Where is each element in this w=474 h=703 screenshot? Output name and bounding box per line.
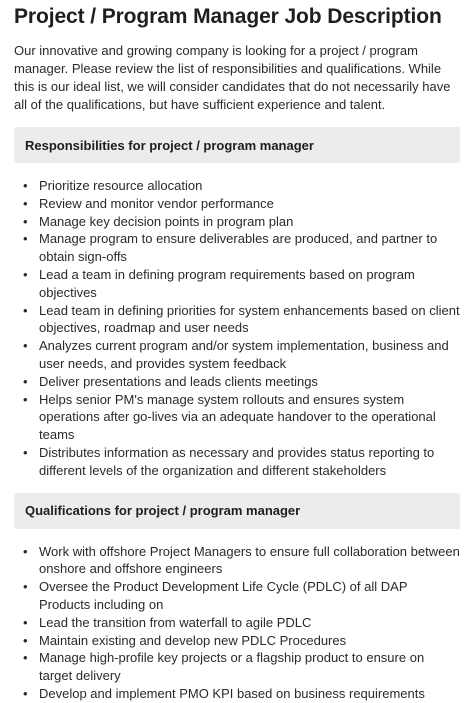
list-item-text: Deliver presentations and leads clients meetings	[39, 373, 318, 389]
list-item	[14, 177, 460, 195]
section-heading-bar	[14, 493, 460, 529]
list-item-text: Work with offshore Project Managers to ensure full collaboration between onshore and offshore engineers	[39, 543, 460, 577]
list-item-text: Helps senior PM's manage system rollouts and ensures system operations after go-lives via an adequate handover to the operational teams	[39, 391, 436, 443]
list-item-text: Manage key decision points in program plan	[39, 213, 294, 229]
page-title: Project / Program Manager Job Description	[14, 5, 442, 28]
qualifications-list	[14, 543, 460, 703]
bullet-icon: •	[23, 444, 28, 460]
bullet-icon: •	[23, 338, 28, 354]
section-heading-bar	[14, 127, 460, 163]
bullet-icon: •	[23, 543, 28, 559]
list-item	[14, 373, 460, 391]
bullet-icon: •	[23, 373, 28, 389]
list-item-text: Review and monitor vendor performance	[39, 195, 274, 211]
list-item-text: Analyzes current program and/or system implementation, business and user needs, and provides system feedback	[39, 338, 449, 371]
list-item	[14, 213, 460, 231]
intro-paragraph: Our innovative and growing company is looking for a project / program manager. Please review the list of responsibilities and qualifications. While this is our ideal list, we will consider candidates that do not necessarily have all of the qualifications, but have sufficient experience and talent.	[14, 43, 451, 112]
list-item-text: Manage high-profile key projects or a flagship product to ensure on target delivery	[39, 650, 425, 684]
list-item-text: Distributes information as necessary and provides status reporting to different levels of the organization and different stakeholders	[39, 444, 435, 478]
list-item	[14, 685, 460, 703]
list-item	[14, 649, 460, 685]
list-item-text: Lead team in defining priorities for system enhancements based on client objectives, roadmap and user needs	[39, 302, 460, 336]
list-item-text: Lead a team in defining program requirements based on program objectives	[39, 266, 415, 300]
list-item	[14, 578, 460, 614]
bullet-icon: •	[23, 231, 28, 247]
list-item-text: Maintain existing and develop new PDLC Procedures	[39, 632, 347, 648]
bullet-icon: •	[23, 685, 28, 701]
list-item	[14, 632, 460, 650]
bullet-icon: •	[23, 614, 28, 630]
list-item	[14, 444, 460, 480]
list-item	[14, 195, 460, 213]
responsibilities-list	[14, 177, 460, 480]
list-item-text: Prioritize resource allocation	[39, 178, 203, 193]
bullet-icon: •	[23, 579, 28, 595]
list-item	[14, 337, 460, 373]
list-item-text: Develop and implement PMO KPI based on business requirements	[39, 685, 425, 701]
list-item	[14, 543, 460, 579]
list-item	[14, 266, 460, 302]
qualifications-section	[14, 493, 460, 703]
list-item	[14, 302, 460, 338]
list-item-text: Manage program to ensure deliverables are produced, and partner to obtain sign-offs	[39, 231, 438, 265]
list-item	[14, 391, 460, 444]
section-heading: Qualifications for project / program manager	[25, 503, 301, 519]
bullet-icon: •	[23, 195, 28, 211]
bullet-icon: •	[23, 302, 28, 318]
bullet-icon: •	[23, 391, 28, 407]
bullet-icon: •	[23, 178, 28, 193]
bullet-icon: •	[23, 650, 28, 666]
bullet-icon: •	[23, 266, 28, 282]
bullet-icon: •	[23, 213, 28, 229]
responsibilities-section	[14, 127, 460, 480]
list-item-text: Oversee the Product Development Life Cycle (PDLC) of all DAP Products including on	[39, 579, 408, 612]
list-item	[14, 614, 460, 632]
list-item	[14, 230, 460, 266]
bullet-icon: •	[23, 632, 28, 648]
section-heading: Responsibilities for project / program manager	[25, 137, 314, 153]
list-item-text: Lead the transition from waterfall to agile PDLC	[39, 614, 312, 630]
